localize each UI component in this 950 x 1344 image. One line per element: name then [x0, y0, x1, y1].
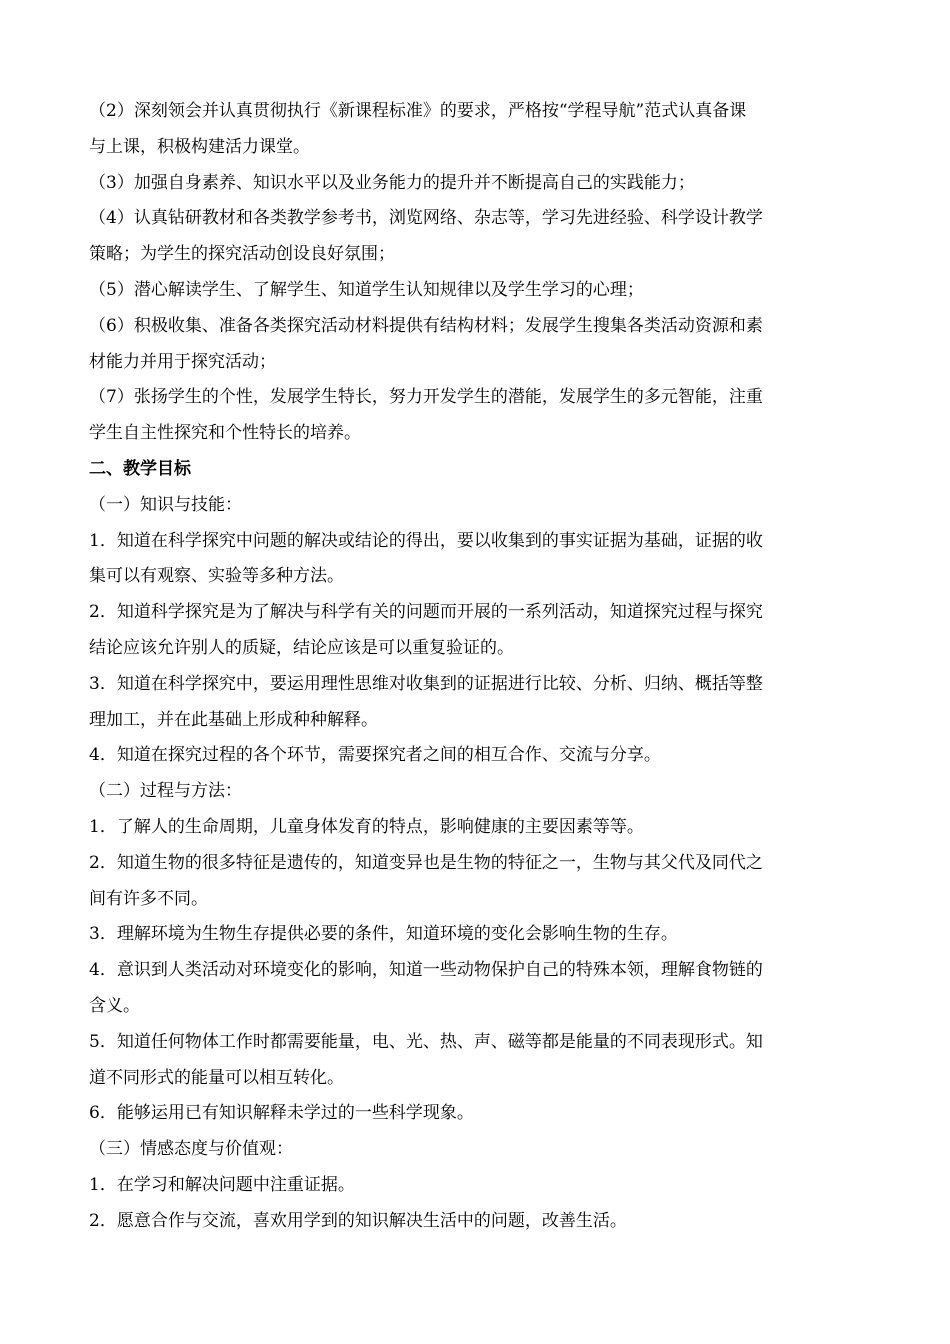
knowledge-item-2-line-1: 2．知道科学探究是为了解决与科学有关的问题而开展的一系列活动，知道探究过程与探究 [89, 602, 763, 623]
paragraph-item-5: （5）潜心解读学生、了解学生、知道学生认知规律以及学生学习的心理； [89, 279, 644, 300]
paragraph-item-3: （3）加强自身素养、知识水平以及业务能力的提升并不断提高自己的实践能力； [89, 172, 695, 193]
method-item-5-line-2: 道不同形式的能量可以相互转化。 [89, 1067, 344, 1088]
knowledge-item-3-line-2: 理加工，并在此基础上形成种种解释。 [89, 709, 378, 730]
knowledge-item-3-line-1: 3．知道在科学探究中，要运用理性思维对收集到的证据进行比较、分析、归纳、概括等整 [89, 673, 763, 694]
paragraph-item-7-line-2: 学生自主性探究和个性特长的培养。 [89, 423, 361, 444]
method-item-4-line-2: 含义。 [89, 995, 140, 1016]
method-item-4-line-1: 4．意识到人类活动对环境变化的影响，知道一些动物保护自己的特殊本领，理解食物链的 [89, 960, 763, 981]
knowledge-item-2-line-2: 结论应该允许别人的质疑，结论应该是可以重复验证的。 [89, 637, 514, 658]
paragraph-item-7-line-1: （7）张扬学生的个性，发展学生特长，努力开发学生的潜能，发展学生的多元智能，注重 [89, 387, 763, 408]
knowledge-item-4: 4．知道在探究过程的各个环节，需要探究者之间的相互合作、交流与分享。 [89, 745, 661, 766]
document-page [89, 94, 863, 1240]
subsection-knowledge-skills: （一）知识与技能： [89, 494, 242, 515]
knowledge-item-1-line-2: 集可以有观察、实验等多种方法。 [89, 566, 344, 587]
knowledge-item-1-line-1: 1．知道在科学探究中问题的解决或结论的得出，要以收集到的事实证据为基础，证据的收 [89, 530, 763, 551]
subsection-attitude-values: （三）情感态度与价值观： [89, 1139, 293, 1160]
paragraph-item-6-line-1: （6）积极收集、准备各类探究活动材料提供有结构材料；发展学生搜集各类活动资源和素 [89, 315, 763, 336]
method-item-1: 1．了解人的生命周期，儿童身体发育的特点，影响健康的主要因素等等。 [89, 816, 644, 837]
method-item-5-line-1: 5．知道任何物体工作时都需要能量，电、光、热、声、磁等都是能量的不同表现形式。知 [89, 1031, 763, 1052]
method-item-2-line-2: 间有许多不同。 [89, 888, 208, 909]
paragraph-item-6-line-2: 材能力并用于探究活动； [89, 351, 276, 372]
subsection-process-methods: （二）过程与方法： [89, 781, 242, 802]
paragraph-item-2-line-2: 与上课，积极构建活力课堂。 [89, 136, 310, 157]
paragraph-item-2-line-1: （2）深刻领会并认真贯彻执行《新课程标准》的要求，严格按“学程导航”范式认真备课 [89, 101, 747, 121]
paragraph-item-4-line-1: （4）认真钻研教材和各类教学参考书，浏览网络、杂志等，学习先进经验、科学设计教学 [89, 208, 763, 229]
method-item-2-line-1: 2．知道生物的很多特征是遗传的，知道变异也是生物的特征之一，生物与其父代及同代之 [89, 852, 763, 873]
paragraph-item-4-line-2: 策略；为学生的探究活动创设良好氛围； [89, 244, 395, 265]
attitude-item-2: 2．愿意合作与交流，喜欢用学到的知识解决生活中的问题，改善生活。 [89, 1210, 627, 1231]
attitude-item-1: 1．在学习和解决问题中注重证据。 [89, 1174, 355, 1195]
section-heading-teaching-goals: 二、教学目标 [89, 458, 191, 479]
method-item-3: 3．理解环境为生物生存提供必要的条件，知道环境的变化会影响生物的生存。 [89, 924, 678, 945]
method-item-6: 6．能够运用已有知识解释未学过的一些科学现象。 [89, 1103, 474, 1124]
